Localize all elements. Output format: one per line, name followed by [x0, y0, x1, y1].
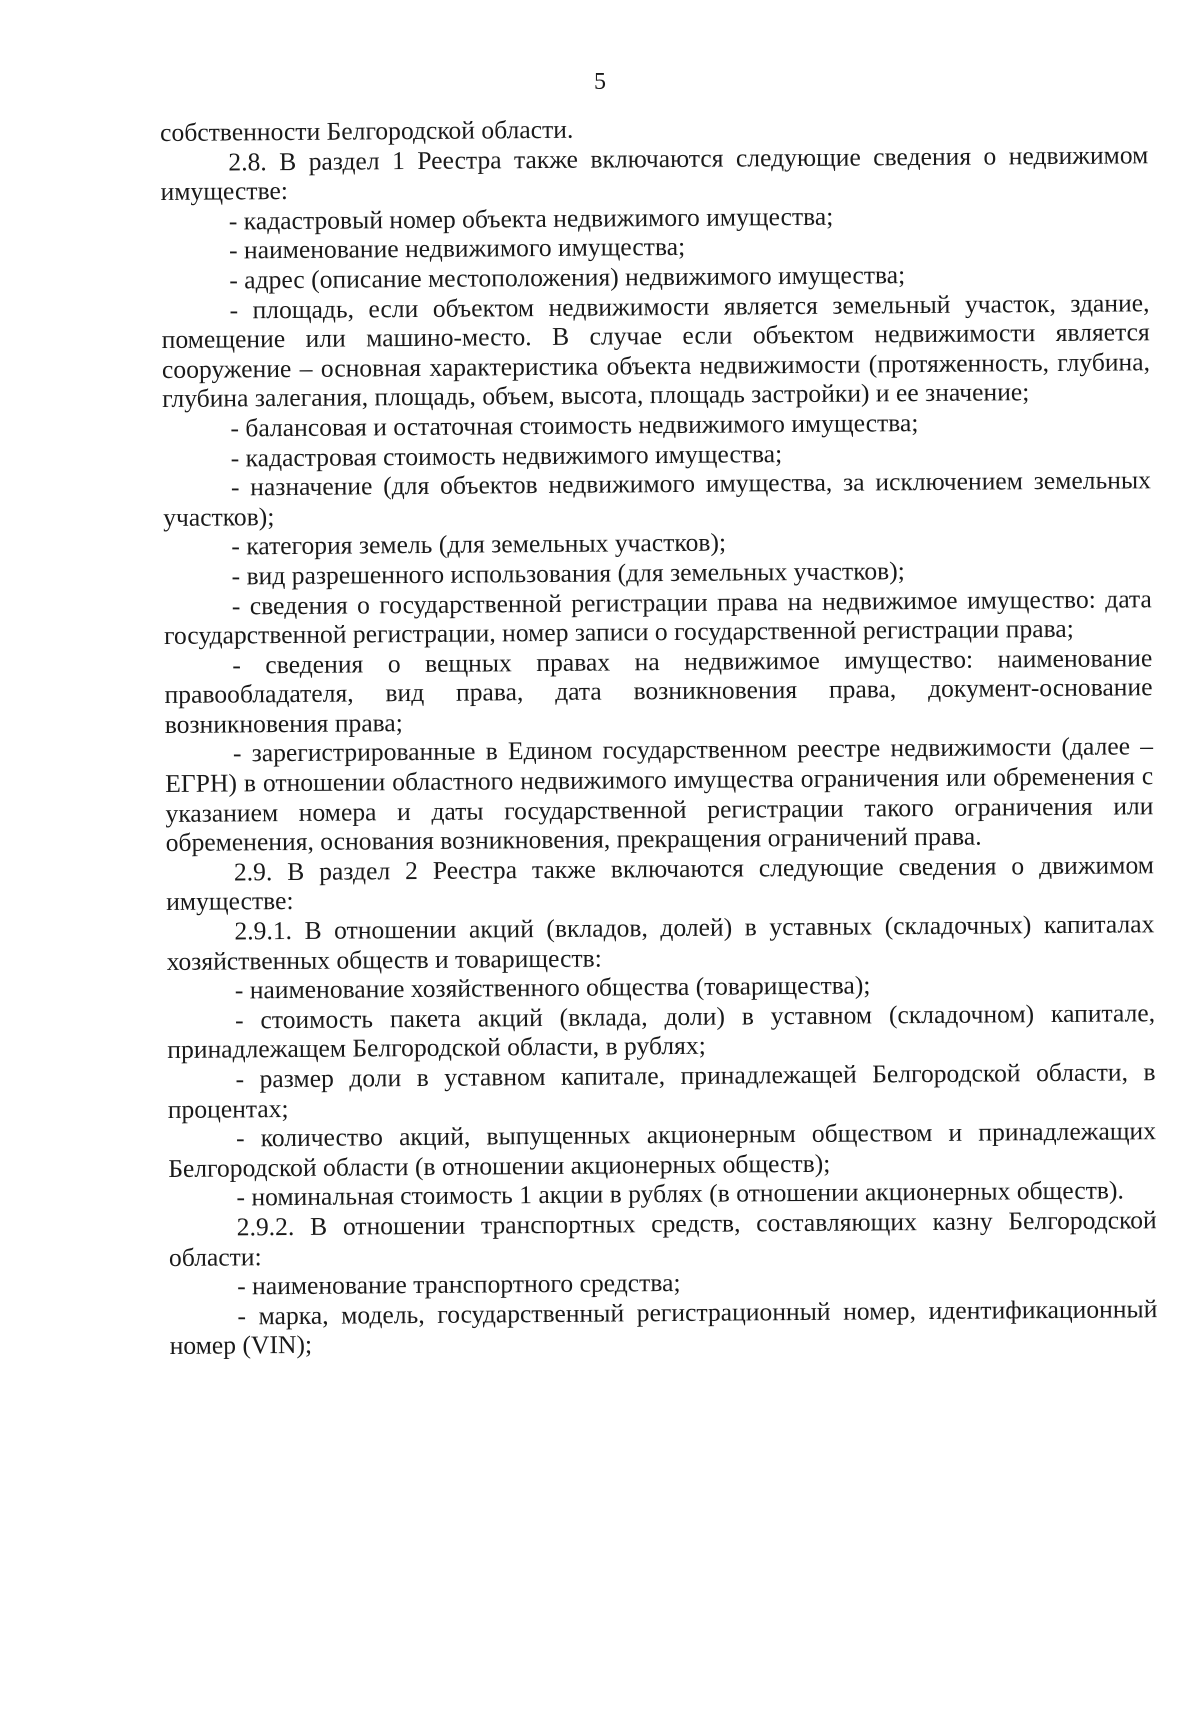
section-2-9-paragraph: 2.9. В раздел 2 Реестра также включаются следующие сведения о движимом имуществе:: [166, 850, 1155, 917]
list-item: - сведения о государственной регистрации права на недвижимое имущество: дата государственной регистрации, номер записи о государственной регистрации права;: [163, 583, 1152, 651]
list-item: - наименование хозяйственного общества (товарищества);: [234, 970, 871, 1005]
list-item: - наименование недвижимого имущества;: [228, 232, 686, 265]
list-item: - кадастровый номер объекта недвижимого имущества;: [228, 201, 834, 236]
section-2-8-paragraph: 2.8. В раздел 1 Реестра также включаются следующие сведения о недвижимом имуществе:: [160, 139, 1149, 207]
list-item: - наименование транспортного средства;: [237, 1268, 681, 1301]
list-item: - адрес (описание местоположения) недвижимого имущества;: [229, 260, 906, 295]
list-item: - марка, модель, государственный регистрационный номер, идентификационный номер (VIN);: [169, 1293, 1158, 1361]
list-item: - площадь, если объектом недвижимости является земельный участок, здание, помещение или машино-место. В случае если объектом недвижимости является сооружение – основная характеристика объекта недвижимости (протяженность, глубина, глубина залегания, площадь, объем, высота, площадь застройки) и ее значение;: [161, 287, 1151, 414]
list-item: - сведения о вещных правах на недвижимое имущество: наименование правообладателя, вид права, дата возникновения права, документ-основание возникновения права;: [164, 642, 1153, 739]
list-item: - номинальная стоимость 1 акции в рублях (в отношении акционерных обществ).: [236, 1175, 1124, 1212]
list-item: - кадастровая стоимость недвижимого имущества;: [230, 438, 783, 472]
page-number: 5: [594, 69, 606, 95]
list-item: - количество акций, выпущенных акционерным обществом и принадлежащих Белгородской области (в отношении акционерных обществ);: [168, 1116, 1157, 1183]
list-item: - вид разрешенного использования (для земельных участков);: [231, 556, 905, 591]
list-item: - зарегистрированные в Едином государственном реестре недвижимости (далее – ЕГРН) в отношении областного недвижимого имущества ограничения или обременения с указанием номера и даты государственной регистрации такого ограничения или обременения, основания возникновения, прекращения ограничений права.: [165, 731, 1154, 858]
list-item: - балансовая и остаточная стоимость недвижимого имущества;: [230, 407, 919, 443]
section-2-9-2-paragraph: 2.9.2. В отношении транспортных средств, составляющих казну Белгородской области:: [168, 1205, 1157, 1272]
section-2-9-1-paragraph: 2.9.1. В отношении акций (вкладов, долей) в уставных (складочных) капиталах хозяйственных обществ и товариществ:: [166, 909, 1155, 976]
list-item: - категория земель (для земельных участков);: [231, 527, 727, 561]
paragraph: собственности Белгородской области.: [160, 114, 574, 147]
list-item: - стоимость пакета акций (вклада, доли) в уставном (складочном) капитале, принадлежащем Белгородской области, в рублях;: [167, 998, 1156, 1065]
list-item: - назначение (для объектов недвижимого имущества, за исключением земельных участков);: [163, 465, 1151, 532]
document-body: [160, 110, 1158, 1361]
list-item: - размер доли в уставном капитале, принадлежащей Белгородской области, в процентах;: [167, 1057, 1156, 1124]
